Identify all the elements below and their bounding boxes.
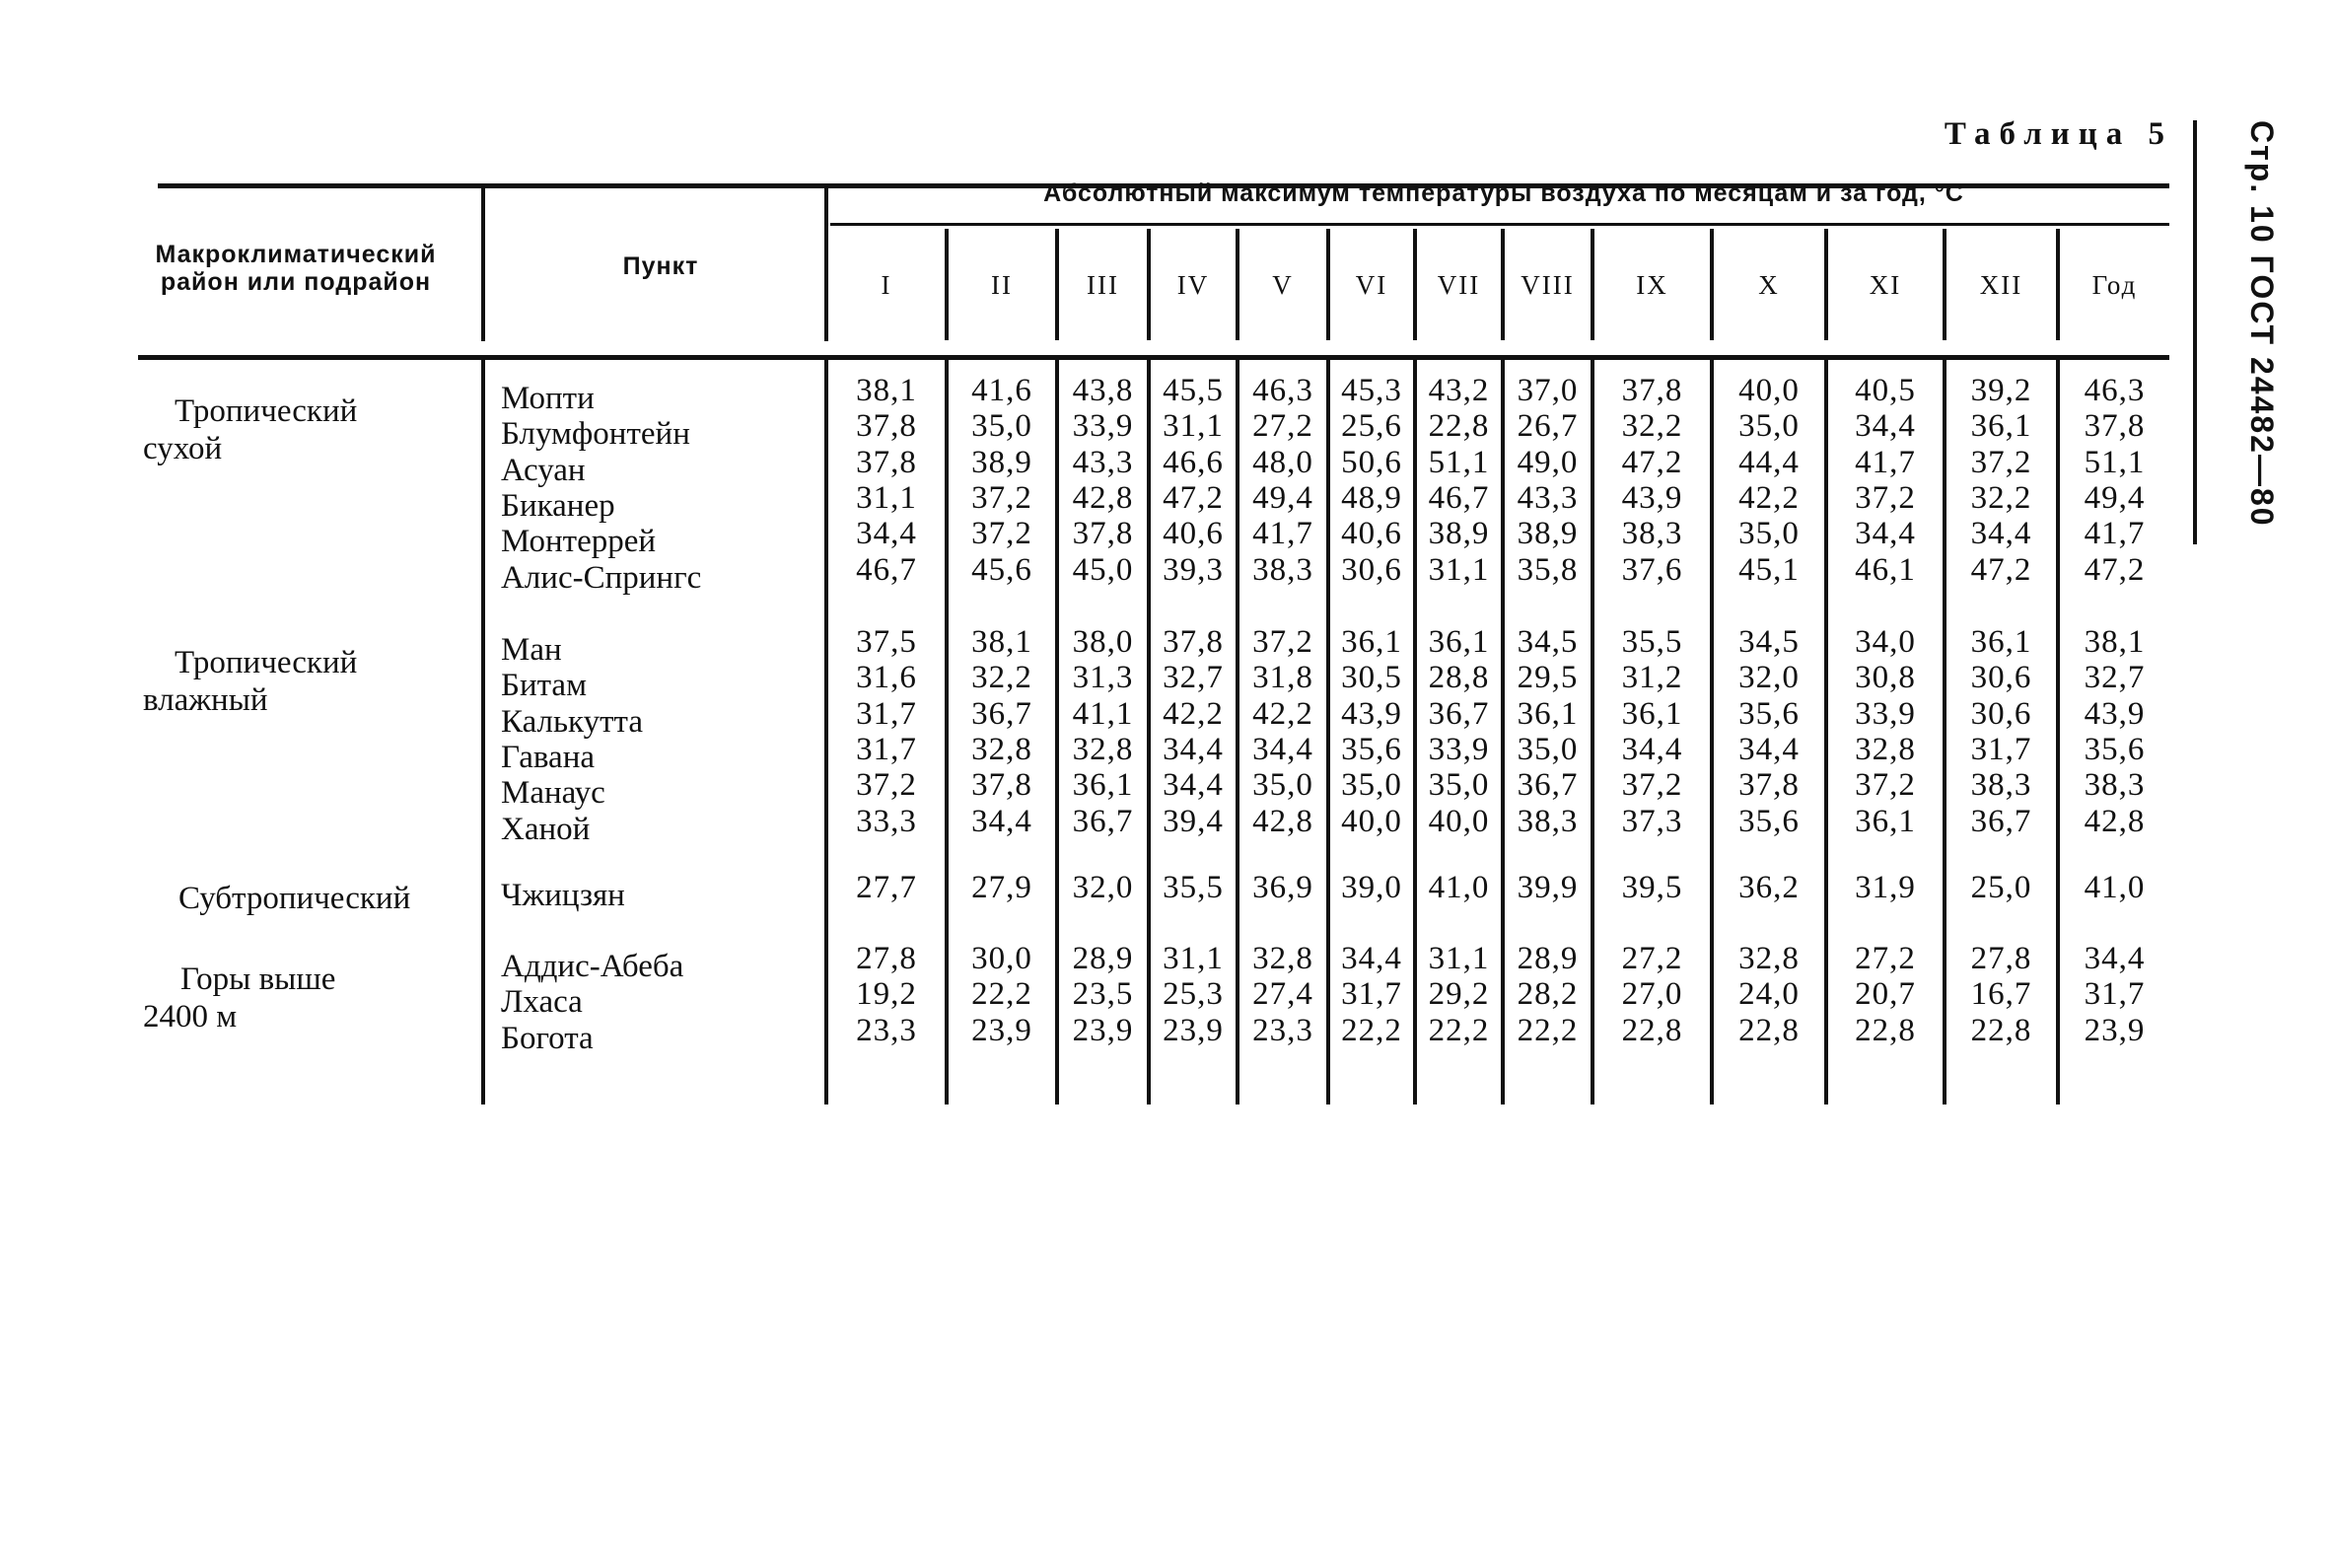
month-header: XI	[1869, 270, 1902, 300]
table-cell: 32,2	[1970, 479, 2032, 516]
group-title-rule	[830, 223, 2169, 226]
table-cell: 40,6	[1341, 516, 1402, 552]
table-cell: 22,8	[1970, 1012, 2032, 1048]
side-rule	[2193, 120, 2197, 544]
month-header: IV	[1176, 270, 1210, 300]
table-cell: 30,6	[1970, 660, 2032, 696]
table-cell: 31,9	[1855, 870, 1916, 905]
table-cell: 36,1	[1517, 695, 1579, 732]
table-cell: 24,0	[1738, 976, 1800, 1013]
table-cell: 37,8	[971, 767, 1032, 804]
table-cell: 27,2	[1855, 941, 1916, 976]
table-cell: 22,8	[1738, 1012, 1800, 1048]
table-cell: 28,9	[1517, 941, 1579, 976]
table-cell: 39,5	[1621, 870, 1683, 905]
table-cell: 35,0	[1428, 767, 1490, 804]
table-cell: 38,1	[2084, 624, 2146, 660]
table-cell: 36,7	[1970, 803, 2032, 839]
month-header: V	[1272, 270, 1294, 300]
table-cell: 32,8	[1738, 941, 1800, 976]
table-cell: 51,1	[2084, 444, 2146, 480]
table-cell: 43,2	[1428, 373, 1490, 408]
region-place-divider	[481, 187, 485, 341]
table-cell: 30,6	[1341, 551, 1402, 588]
table-cell: 37,8	[1072, 516, 1134, 552]
table-cell: 37,2	[971, 516, 1032, 552]
table-cell: 22,2	[971, 976, 1032, 1013]
table-cell: 38,3	[1621, 516, 1683, 552]
table-cell: 35,0	[971, 408, 1032, 445]
table-cell: 31,2	[1621, 660, 1683, 696]
table-cell: 35,0	[1738, 516, 1800, 552]
month-header: Год	[2091, 270, 2138, 300]
table-cell: 40,5	[1855, 373, 1916, 408]
table-cell: 22,2	[1341, 1012, 1402, 1048]
table-cell: 34,0	[1855, 624, 1916, 660]
table-cell: 36,1	[1970, 408, 2032, 445]
table-cell: 23,5	[1072, 976, 1134, 1013]
table-cell: 50,6	[1341, 444, 1402, 480]
table-cell: 42,2	[1738, 479, 1800, 516]
table-cell: 41,0	[1428, 870, 1490, 905]
table-cell: 16,7	[1970, 976, 2032, 1013]
table-cell: 37,0	[1517, 373, 1579, 408]
table-cell: 47,2	[1163, 479, 1224, 516]
place-name: Битам	[501, 668, 587, 704]
month-header: I	[881, 270, 892, 300]
place-name: Лхаса	[501, 984, 583, 1021]
table-cell: 33,9	[1855, 695, 1916, 732]
table-cell: 33,9	[1072, 408, 1134, 445]
table-cell: 34,4	[1855, 516, 1916, 552]
place-name: Манаус	[501, 775, 605, 812]
table-cell: 36,7	[1428, 695, 1490, 732]
table-cell: 33,3	[856, 803, 917, 839]
table-cell: 47,2	[1621, 444, 1683, 480]
table-cell: 29,2	[1428, 976, 1490, 1013]
table-cell: 35,6	[1341, 731, 1402, 767]
table-cell: 51,1	[1428, 444, 1490, 480]
table-cell: 38,9	[1428, 516, 1490, 552]
table-cell: 42,8	[1072, 479, 1134, 516]
table-cell: 37,8	[1738, 767, 1800, 804]
table-cell: 40,0	[1428, 803, 1490, 839]
table-cell: 32,7	[2084, 660, 2146, 696]
table-cell: 43,3	[1517, 479, 1579, 516]
table-cell: 37,6	[1621, 551, 1683, 588]
table-cell: 38,9	[1517, 516, 1579, 552]
table-cell: 34,4	[1163, 767, 1224, 804]
table-cell: 36,7	[1517, 767, 1579, 804]
table-cell: 27,2	[1252, 408, 1313, 445]
table-cell: 27,9	[971, 870, 1032, 905]
table-cell: 35,6	[2084, 731, 2146, 767]
table-cell: 41,1	[1072, 695, 1134, 732]
table-cell: 30,8	[1855, 660, 1916, 696]
table-cell: 45,6	[971, 551, 1032, 588]
table-cell: 36,1	[1428, 624, 1490, 660]
table-cell: 42,2	[1163, 695, 1224, 732]
table-cell: 38,1	[971, 624, 1032, 660]
table-cell: 34,4	[1163, 731, 1224, 767]
table-cell: 39,3	[1163, 551, 1224, 588]
table-cell: 31,1	[1163, 408, 1224, 445]
table-cell: 36,7	[1072, 803, 1134, 839]
table-cell: 34,4	[856, 516, 917, 552]
table-cell: 41,6	[971, 373, 1032, 408]
table-cell: 31,7	[2084, 976, 2146, 1013]
table-title: Таблица 5	[1944, 116, 2173, 152]
table-cell: 45,3	[1341, 373, 1402, 408]
table-cell: 32,2	[971, 660, 1032, 696]
table-cell: 22,8	[1855, 1012, 1916, 1048]
table-cell: 32,2	[1621, 408, 1683, 445]
table-cell: 43,3	[1072, 444, 1134, 480]
table-cell: 30,6	[1970, 695, 2032, 732]
table-cell: 35,6	[1738, 803, 1800, 839]
table-cell: 27,0	[1621, 976, 1683, 1013]
table-cell: 46,3	[1252, 373, 1313, 408]
table-cell: 23,9	[1072, 1012, 1134, 1048]
table-cell: 23,3	[856, 1012, 917, 1048]
table-cell: 35,0	[1252, 767, 1313, 804]
table-cell: 48,0	[1252, 444, 1313, 480]
table-cell: 31,1	[1163, 941, 1224, 976]
table-cell: 31,6	[856, 660, 917, 696]
table-cell: 40,0	[1738, 373, 1800, 408]
table-cell: 22,2	[1428, 1012, 1490, 1048]
table-cell: 39,4	[1163, 803, 1224, 839]
region-column-header: Макроклиматический район или подрайон	[155, 241, 437, 296]
table-cell: 47,2	[2084, 551, 2146, 588]
table-cell: 22,8	[1428, 408, 1490, 445]
table-cell: 41,7	[1252, 516, 1313, 552]
table-cell: 27,8	[1970, 941, 2032, 976]
place-name: Алис-Спрингс	[501, 559, 702, 596]
place-name: Гавана	[501, 739, 596, 775]
table-cell: 33,9	[1428, 731, 1490, 767]
table-cell: 34,4	[2084, 941, 2146, 976]
table-cell: 31,1	[1428, 941, 1490, 976]
header-bottom-rule	[138, 355, 2169, 360]
month-header: XII	[1979, 270, 2023, 300]
place-name: Аддис-Абеба	[501, 949, 684, 984]
table-cell: 23,3	[1252, 1012, 1313, 1048]
table-cell: 35,0	[1738, 408, 1800, 445]
table-cell: 38,3	[1517, 803, 1579, 839]
table-cell: 32,8	[1252, 941, 1313, 976]
table-cell: 30,5	[1341, 660, 1402, 696]
month-header: X	[1758, 270, 1780, 300]
table-cell: 32,8	[1072, 731, 1134, 767]
place-name: Асуан	[501, 452, 586, 488]
region-label: Тропический сухой	[143, 393, 358, 466]
table-cell: 25,0	[1970, 870, 2032, 905]
table-cell: 29,5	[1517, 660, 1579, 696]
table-cell: 43,9	[1621, 479, 1683, 516]
table-cell: 31,7	[1970, 731, 2032, 767]
table-cell: 36,1	[1970, 624, 2032, 660]
table-cell: 37,3	[1621, 803, 1683, 839]
place-name: Мопти	[501, 381, 595, 416]
month-block-divider	[824, 187, 828, 341]
table-cell: 49,4	[2084, 479, 2146, 516]
table-cell: 37,2	[1855, 767, 1916, 804]
place-name: Калькутта	[501, 703, 643, 740]
place-name: Ханой	[501, 811, 591, 847]
table-cell: 37,2	[1621, 767, 1683, 804]
table-cell: 32,7	[1163, 660, 1224, 696]
table-cell: 41,7	[1855, 444, 1916, 480]
table-cell: 37,8	[1621, 373, 1683, 408]
table-cell: 30,0	[971, 941, 1032, 976]
table-cell: 36,9	[1252, 870, 1313, 905]
table-cell: 36,1	[1341, 624, 1402, 660]
table-cell: 45,0	[1072, 551, 1134, 588]
table-cell: 34,4	[1738, 731, 1800, 767]
table-cell: 37,5	[856, 624, 917, 660]
place-column-header: Пункт	[622, 252, 699, 280]
table-cell: 35,6	[1738, 695, 1800, 732]
table-cell: 23,9	[2084, 1012, 2146, 1048]
table-cell: 31,3	[1072, 660, 1134, 696]
region-label: Тропический влажный	[143, 645, 358, 718]
month-header: III	[1087, 270, 1119, 300]
place-name: Богота	[501, 1020, 594, 1056]
table-cell: 34,4	[1621, 731, 1683, 767]
table-cell: 40,0	[1341, 803, 1402, 839]
table-cell: 37,2	[1252, 624, 1313, 660]
table-cell: 38,0	[1072, 624, 1134, 660]
month-header: II	[991, 270, 1013, 300]
table-cell: 34,5	[1517, 624, 1579, 660]
table-cell: 34,5	[1738, 624, 1800, 660]
table-cell: 46,1	[1855, 551, 1916, 588]
table-cell: 25,3	[1163, 976, 1224, 1013]
table-cell: 48,9	[1341, 479, 1402, 516]
table-cell: 28,9	[1072, 941, 1134, 976]
place-name: Биканер	[501, 487, 615, 524]
table-cell: 32,8	[971, 731, 1032, 767]
table-cell: 49,4	[1252, 479, 1313, 516]
table-cell: 41,7	[2084, 516, 2146, 552]
region-label: Горы выше 2400 м	[143, 962, 336, 1034]
table-cell: 31,1	[1428, 551, 1490, 588]
place-name: Ман	[501, 632, 562, 668]
month-header: VIII	[1521, 270, 1575, 300]
table-cell: 37,2	[1855, 479, 1916, 516]
table-cell: 31,1	[856, 479, 917, 516]
table-cell: 43,9	[1341, 695, 1402, 732]
month-header: IX	[1636, 270, 1668, 300]
region-place-divider-body	[481, 360, 485, 1105]
table-cell: 37,2	[971, 479, 1032, 516]
table-cell: 46,3	[2084, 373, 2146, 408]
table-cell: 34,4	[971, 803, 1032, 839]
table-cell: 36,2	[1738, 870, 1800, 905]
table-cell: 28,8	[1428, 660, 1490, 696]
table-cell: 27,7	[856, 870, 917, 905]
table-cell: 42,2	[1252, 695, 1313, 732]
table-cell: 23,9	[971, 1012, 1032, 1048]
place-name: Монтеррей	[501, 524, 657, 560]
table-cell: 39,0	[1341, 870, 1402, 905]
table-cell: 45,5	[1163, 373, 1224, 408]
table-cell: 47,2	[1970, 551, 2032, 588]
table-cell: 25,6	[1341, 408, 1402, 445]
region-label: Субтропический	[178, 881, 411, 916]
table-cell: 46,6	[1163, 444, 1224, 480]
table-cell: 36,1	[1072, 767, 1134, 804]
table-cell: 38,1	[856, 373, 917, 408]
table-cell: 32,0	[1738, 660, 1800, 696]
table-cell: 37,8	[856, 444, 917, 480]
table-cell: 34,4	[1855, 408, 1916, 445]
table-cell: 31,7	[856, 695, 917, 732]
table-cell: 20,7	[1855, 976, 1916, 1013]
month-header: VII	[1437, 270, 1481, 300]
table-cell: 28,2	[1517, 976, 1579, 1013]
table-cell: 36,7	[971, 695, 1032, 732]
table-cell: 34,4	[1970, 516, 2032, 552]
table-cell: 38,3	[2084, 767, 2146, 804]
table-cell: 32,8	[1855, 731, 1916, 767]
table-cell: 36,1	[1621, 695, 1683, 732]
table-cell: 41,0	[2084, 870, 2146, 905]
table-cell: 46,7	[856, 551, 917, 588]
table-cell: 35,8	[1517, 551, 1579, 588]
table-cell: 23,9	[1163, 1012, 1224, 1048]
table-cell: 27,2	[1621, 941, 1683, 976]
table-cell: 37,8	[856, 408, 917, 445]
table-cell: 35,0	[1341, 767, 1402, 804]
table-cell: 35,5	[1163, 870, 1224, 905]
table-cell: 34,4	[1252, 731, 1313, 767]
table-cell: 37,8	[1163, 624, 1224, 660]
table-cell: 39,2	[1970, 373, 2032, 408]
table-cell: 38,3	[1252, 551, 1313, 588]
page-side-label: Стр. 10 ГОСТ 24482—80	[2244, 120, 2280, 528]
place-name: Чжицзян	[501, 878, 625, 913]
table-cell: 38,3	[1970, 767, 2032, 804]
table-cell: 22,8	[1621, 1012, 1683, 1048]
table-cell: 19,2	[856, 976, 917, 1013]
table-cell: 45,1	[1738, 551, 1800, 588]
table-cell: 26,7	[1517, 408, 1579, 445]
group-title: Абсолютный максимум температуры воздуха по месяцам и за год, °С	[1043, 179, 1964, 207]
table-cell: 44,4	[1738, 444, 1800, 480]
table-cell: 49,0	[1517, 444, 1579, 480]
table-cell: 27,8	[856, 941, 917, 976]
table-cell: 37,8	[2084, 408, 2146, 445]
table-cell: 37,2	[856, 767, 917, 804]
table-cell: 36,1	[1855, 803, 1916, 839]
table-cell: 35,5	[1621, 624, 1683, 660]
table-cell: 35,0	[1517, 731, 1579, 767]
table-cell: 32,0	[1072, 870, 1134, 905]
table-cell: 22,2	[1517, 1012, 1579, 1048]
table-cell: 27,4	[1252, 976, 1313, 1013]
table-cell: 31,7	[1341, 976, 1402, 1013]
table-cell: 46,7	[1428, 479, 1490, 516]
table-cell: 43,8	[1072, 373, 1134, 408]
table-cell: 37,2	[1970, 444, 2032, 480]
table-cell: 34,4	[1341, 941, 1402, 976]
table-cell: 40,6	[1163, 516, 1224, 552]
table-cell: 43,9	[2084, 695, 2146, 732]
table-cell: 31,7	[856, 731, 917, 767]
table-cell: 39,9	[1517, 870, 1579, 905]
table-cell: 38,9	[971, 444, 1032, 480]
table-cell: 31,8	[1252, 660, 1313, 696]
place-name: Блумфонтейн	[501, 416, 690, 453]
month-header: VI	[1355, 270, 1388, 300]
table-cell: 42,8	[1252, 803, 1313, 839]
table-cell: 42,8	[2084, 803, 2146, 839]
